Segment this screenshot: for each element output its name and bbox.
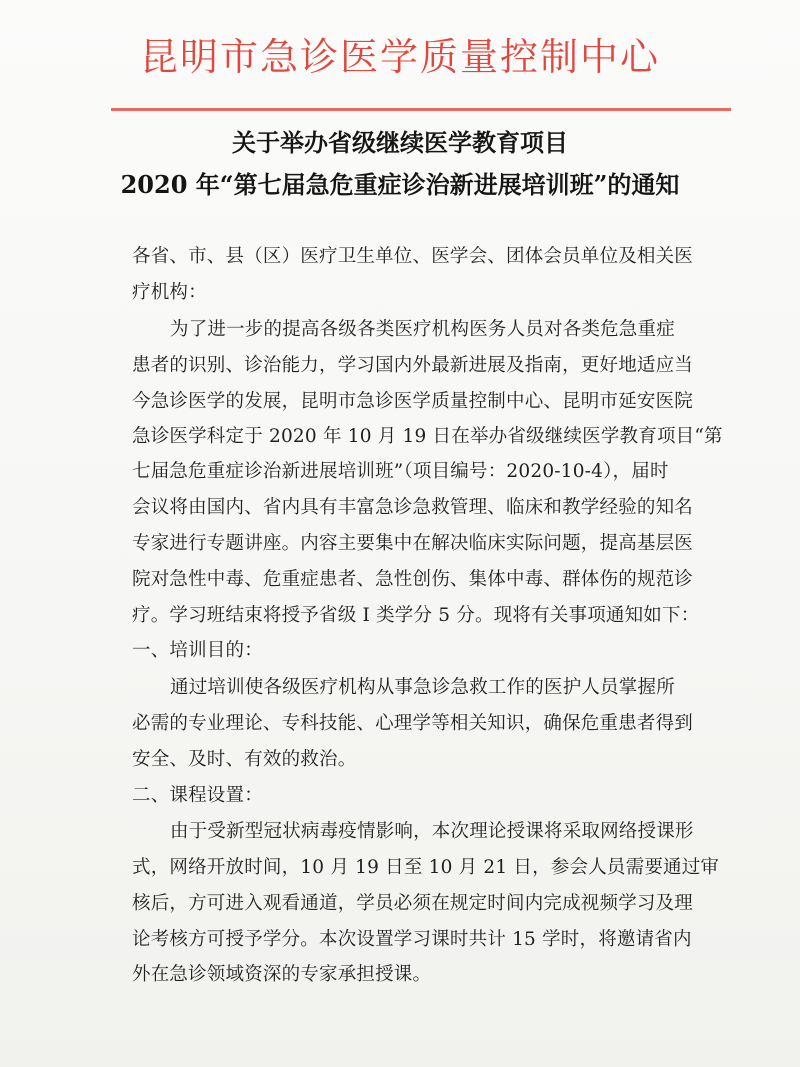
paragraph-line: 疗。学习班结束将授予省级 I 类学分 5 分。现将有关事项通知如下：	[132, 605, 700, 626]
letterhead-title: 昆明市急诊医学质量控制中心	[139, 35, 660, 79]
paragraph-line: 为了进一步的提高各级各类医疗机构医务人员对各类危急重症	[170, 319, 675, 340]
paragraph-line: 由于受新型冠状病毒疫情影响，本次理论授课将采取网络授课形	[170, 821, 694, 842]
notice-title-line-2: 2020 年“第七届急危重症诊治新进展培训班”的通知	[120, 170, 680, 199]
salutation-line: 疗机构：	[132, 282, 207, 303]
letterhead-divider	[111, 108, 731, 111]
paragraph-line: 急诊医学科定于 2020 年 10 月 19 日在举办省级继续医学教育项目“第	[132, 426, 723, 447]
paragraph-line: 论考核方可授予学分。本次设置学习课时共计 15 学时，将邀请省内	[132, 929, 692, 950]
section-heading-training-goal: 一、培训目的：	[132, 640, 263, 661]
paragraph-line: 核后，方可进入观看通道，学员必须在规定时间内完成视频学习及理	[132, 893, 694, 914]
paragraph-line: 专家进行专题讲座。内容主要集中在解决临床实际问题，提高基层医	[132, 533, 694, 554]
paragraph-line: 七届急危重症诊治新进展培训班”（项目编号：2020-10-4），届时	[132, 461, 669, 482]
salutation-line: 各省、市、县（区）医疗卫生单位、医学会、团体会员单位及相关医	[132, 246, 694, 267]
paragraph-line: 患者的识别、诊治能力，学习国内外最新进展及指南，更好地适应当	[132, 355, 694, 376]
paragraph-line: 通过培训使各级医疗机构从事急诊急救工作的医护人员掌握所	[170, 677, 675, 698]
notice-title-line-1: 关于举办省级继续医学教育项目	[232, 128, 568, 157]
paragraph-line: 会议将由国内、省内具有丰富急诊急救管理、临床和教学经验的知名	[132, 497, 694, 518]
paragraph-line: 外在急诊领域资深的专家承担授课。	[132, 964, 432, 985]
paragraph-line: 院对急性中毒、危重症患者、急性创伤、集体中毒、群体伤的规范诊	[132, 569, 694, 590]
section-heading-curriculum: 二、课程设置：	[132, 785, 263, 806]
paragraph-line: 今急诊医学的发展，昆明市急诊医学质量控制中心、昆明市延安医院	[132, 391, 694, 412]
paragraph-line: 安全、及时、有效的救治。	[132, 749, 357, 770]
paragraph-line: 式，网络开放时间，10 月 19 日至 10 月 21 日，参会人员需要通过审	[132, 857, 720, 878]
paragraph-line: 必需的专业理论、专科技能、心理学等相关知识，确保危重患者得到	[132, 713, 694, 734]
